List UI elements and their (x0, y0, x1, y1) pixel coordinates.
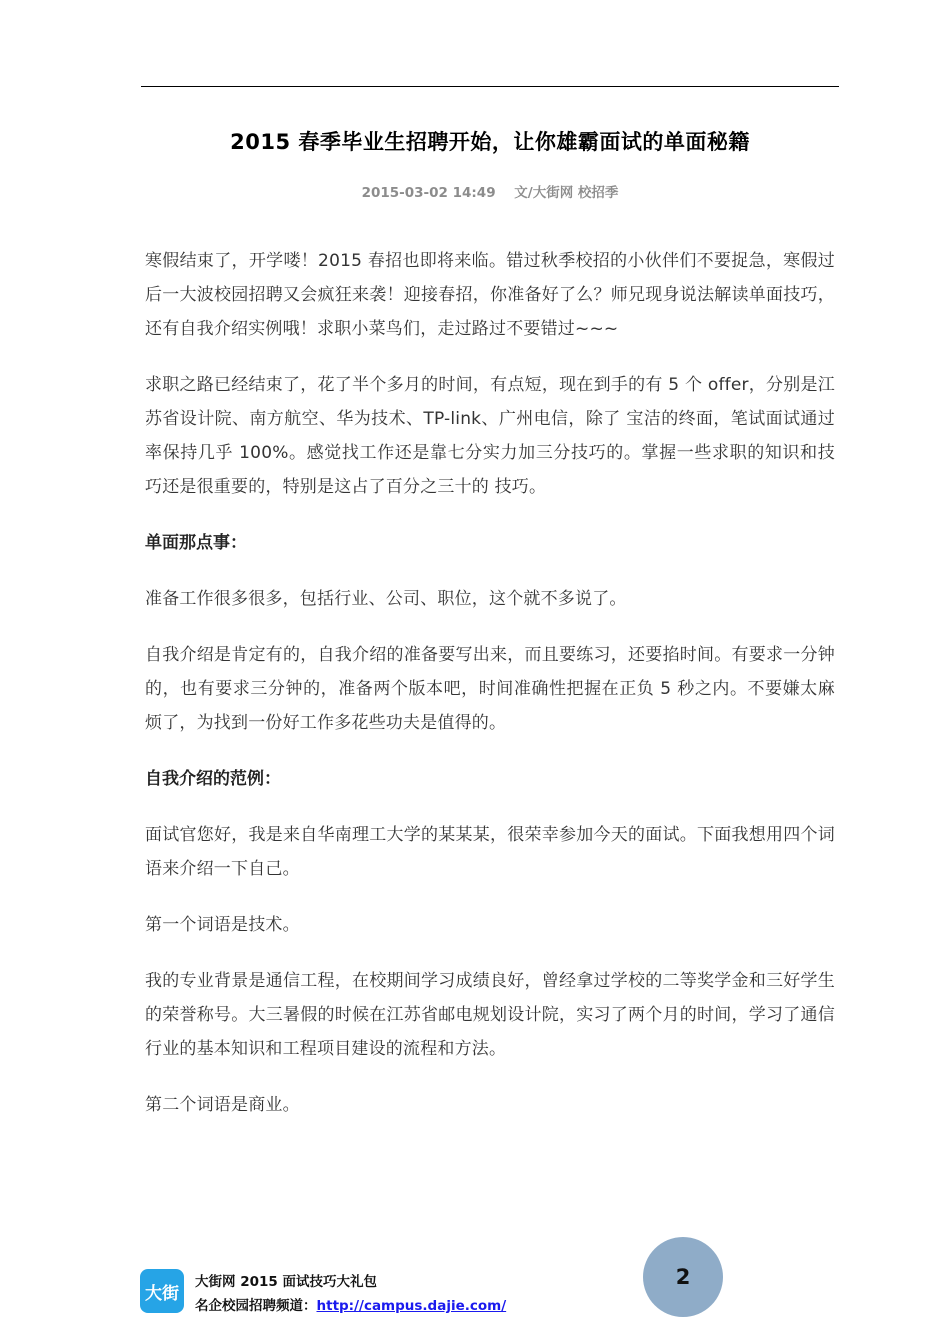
article-byline: 文/大街网 校招季 (514, 185, 619, 201)
article-date: 2015-03-02 14:49 (361, 185, 496, 201)
footer-channel-label: 名企校园招聘频道： (195, 1298, 317, 1314)
section-heading: 自我介绍的范例： (145, 769, 281, 789)
paragraph: 求职之路已经结束了，花了半个多月的时间，有点短，现在到手的有 5 个 offer，分别是江苏省设计院、南方航空、华为技术、TP-link、广州电信，除了 宝洁的终面，笔试面试通过率保持几乎 100%。感觉找工作还是靠七分实力加三分技巧的。掌握一些求职的知识和技巧还是很重要的，特别是这占了百分之三十的 技巧。 (145, 375, 835, 497)
section-heading: 单面那点事： (145, 533, 247, 553)
footer-title: 大街网 2015 面试技巧大礼包 (195, 1274, 377, 1290)
article-body (145, 244, 835, 1144)
paragraph: 第一个词语是技术。 (145, 915, 300, 935)
logo-text: 大街 (145, 1283, 179, 1304)
paragraph: 第二个词语是商业。 (145, 1095, 300, 1115)
header-rule (141, 86, 839, 87)
paragraph: 我的专业背景是通信工程，在校期间学习成绩良好，曾经拿过学校的二等奖学金和三好学生的荣誉称号。大三暑假的时候在江苏省邮电规划设计院，实习了两个月的时间，学习了通信行业的基本知识和工程项目建设的流程和方法。 (145, 971, 835, 1059)
page-number: 2 (675, 1265, 691, 1289)
paragraph: 寒假结束了，开学喽！2015 春招也即将来临。错过秋季校招的小伙伴们不要捉急，寒假过后一大波校园招聘又会疯狂来袭！迎接春招，你准备好了么？师兄现身说法解读单面技巧，还有自我介绍实例哦！求职小菜鸟们，走过路过不要错过~~~ (145, 251, 835, 339)
footer (138, 1268, 838, 1318)
paragraph: 面试官您好，我是来自华南理工大学的某某某，很荣幸参加今天的面试。下面我想用四个词语来介绍一下自己。 (145, 825, 835, 879)
campus-link[interactable]: http://campus.dajie.com/ (316, 1298, 507, 1314)
footer-channel (195, 1294, 506, 1314)
article-title: 2015 春季毕业生招聘开始，让你雄霸面试的单面秘籍 (230, 130, 750, 154)
dajie-logo-icon (140, 1269, 184, 1313)
article-meta (141, 181, 839, 201)
paragraph: 准备工作很多很多，包括行业、公司、职位，这个就不多说了。 (145, 589, 627, 609)
paragraph: 自我介绍是肯定有的，自我介绍的准备要写出来，而且要练习，还要掐时间。有要求一分钟的，也有要求三分钟的，准备两个版本吧，时间准确性把握在正负 5 秒之内。不要嫌太麻烦了，为找到一份好工作多花些功夫是值得的。 (145, 645, 835, 733)
